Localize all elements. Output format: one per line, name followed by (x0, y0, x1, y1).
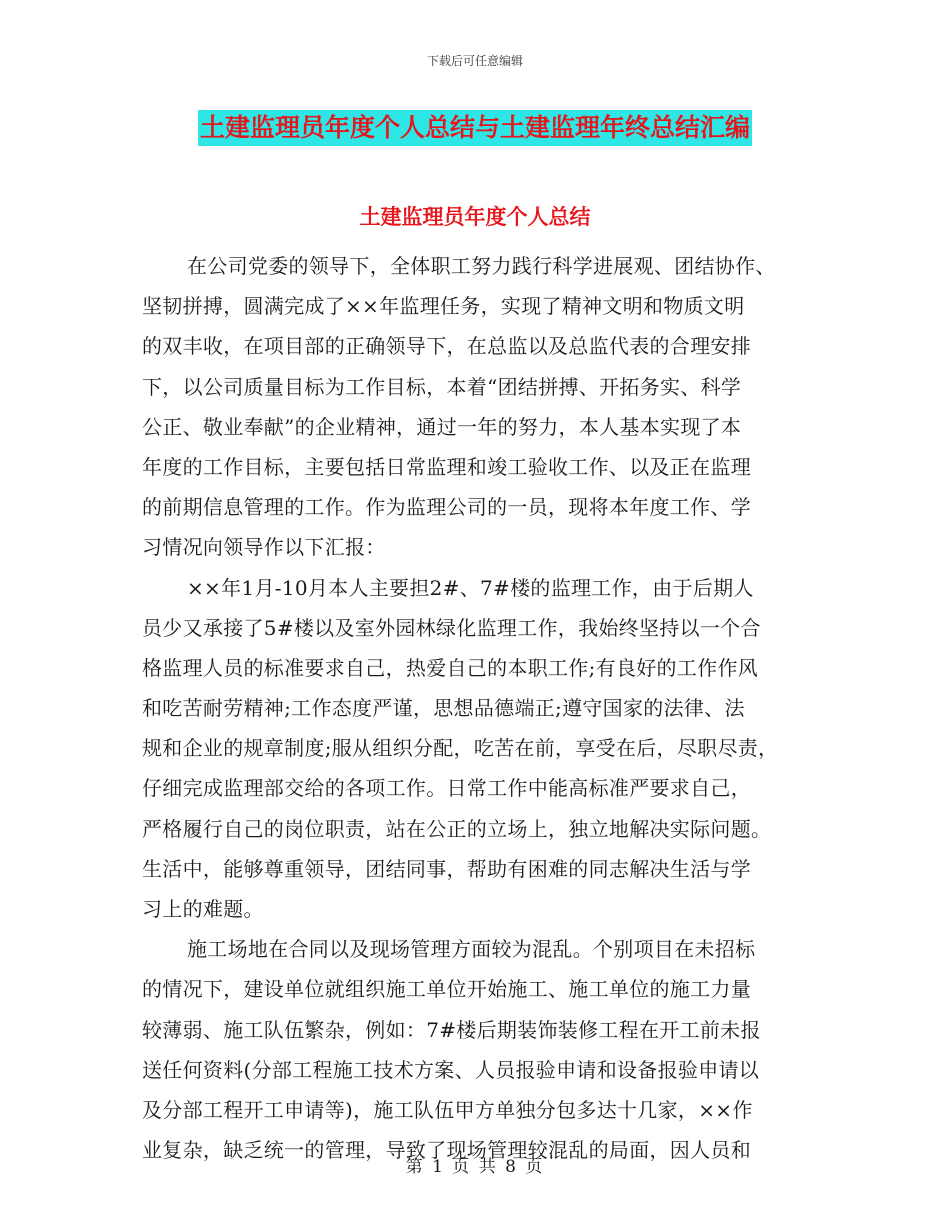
body-text (142, 246, 822, 1170)
header-note: 下载后可任意编辑 (426, 54, 523, 68)
main-title-wrap (0, 110, 950, 146)
text-line: 年度的工作目标，主要包括日常监理和竣工验收工作、以及正在监理 (142, 454, 751, 479)
text-line: 在公司党委的领导下，全体职工努力践行科学进展观、团结协作、 (187, 254, 776, 278)
text-line: 习情况向领导作以下汇报： (142, 535, 386, 560)
text-line: 习上的难题。 (142, 897, 264, 921)
text-line: 及分部工程开工申请等)，施工队伍甲方单独分包多达十几家，××作 (142, 1097, 753, 1122)
main-title: 土建监理员年度个人总结与土建监理年终总结汇编 (198, 110, 752, 146)
text-line: 的双丰收，在项目部的正确领导下，在总监以及总监代表的合理安排 (142, 334, 751, 359)
text-line: 严格履行自己的岗位职责，站在公正的立场上，独立地解决实际问题。 (142, 816, 772, 841)
page-footer: 第 1 页 共 8 页 (405, 1157, 545, 1177)
text-line: 下，以公司质量目标为工作目标，本着“团结拼搏、开拓务实、科学 (142, 374, 742, 399)
text-line: 较薄弱、施工队伍繁杂，例如：7#楼后期装饰装修工程在开工前未报 (142, 1017, 761, 1042)
text-line: 的前期信息管理的工作。作为监理公司的一员，现将本年度工作、学 (142, 495, 751, 520)
text-line: 员少又承接了5#楼以及室外园林绿化监理工作，我始终坚持以一个合 (142, 615, 761, 640)
text-line: 公正、敬业奉献”的企业精神，通过一年的努力，本人基本实现了本 (142, 414, 742, 439)
text-line: 业复杂，缺乏统一的管理，导致了现场管理较混乱的局面，因人员和 (142, 1138, 751, 1163)
text-line: 送任何资料(分部工程施工技术方案、人员报验申请和设备报验申请以 (142, 1057, 760, 1082)
text-line: ××年1月-10月本人主要担2#、7#楼的监理工作，由于后期人 (187, 575, 754, 600)
text-line: 施工场地在合同以及现场管理方面较为混乱。个别项目在未招标 (187, 937, 756, 962)
section-title: 土建监理员年度个人总结 (359, 204, 591, 229)
text-line: 规和企业的规章制度;服从组织分配，吃苦在前，享受在后，尽职尽责， (142, 736, 779, 761)
text-line: 的情况下，建设单位就组织施工单位开始施工、施工单位的施工力量 (142, 977, 751, 1002)
text-line: 仔细完成监理部交给的各项工作。日常工作中能高标准严要求自己， (142, 776, 751, 801)
text-line: 生活中，能够尊重领导，团结同事，帮助有困难的同志解决生活与学 (142, 856, 751, 881)
text-line: 坚韧拼搏，圆满完成了××年监理任务，实现了精神文明和物质文明 (142, 294, 745, 319)
text-line: 格监理人员的标准要求自己，热爱自己的本职工作;有良好的工作作风 (142, 655, 759, 680)
text-line: 和吃苦耐劳精神;工作态度严谨，思想品德端正;遵守国家的法律、法 (142, 696, 745, 721)
